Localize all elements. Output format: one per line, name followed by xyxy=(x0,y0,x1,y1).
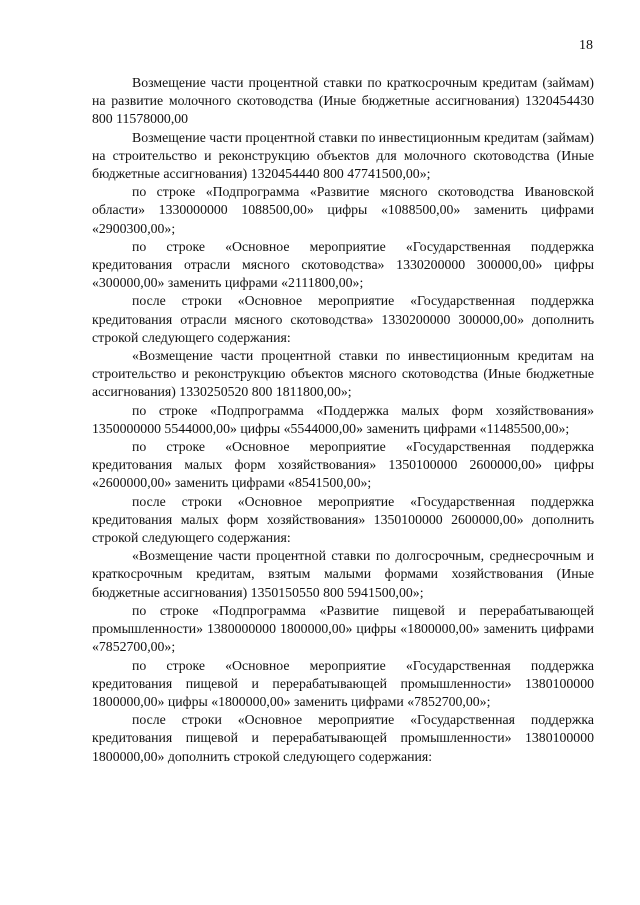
paragraph-7: по строке «Подпрограмма «Поддержка малых форм хозяйствования» 1350000000 5544000,00» цифры «5544000,00» заменить цифрами «11485500,00»; xyxy=(92,402,594,436)
paragraph-13: после строки «Основное мероприятие «Государственная поддержка кредитования пищевой и перерабатывающей промышленности» 1380100000 1800000,00» дополнить строкой следующего содержания: xyxy=(92,712,594,764)
paragraph-6: «Возмещение части процентной ставки по инвестиционным кредитам на строительство и реконструкцию объектов мясного скотоводства (Иные бюджетные ассигнования) 1330250520 800 1811800,00»; xyxy=(92,348,594,400)
paragraph-3: по строке «Подпрограмма «Развитие мясного скотоводства Ивановской области» 1330000000 1088500,00» цифры «1088500,00» заменить цифрами «2900300,00»; xyxy=(92,184,594,236)
paragraph-5: после строки «Основное мероприятие «Государственная поддержка кредитования отрасли мясного скотоводства» 1330200000 300000,00» дополнить строкой следующего содержания: xyxy=(92,293,594,345)
document-body xyxy=(92,74,594,766)
paragraph-12: по строке «Основное мероприятие «Государственная поддержка кредитования пищевой и перерабатывающей промышленности» 1380100000 1800000,00» цифры «1800000,00» заменить цифрами «7852700,00»; xyxy=(92,657,594,709)
paragraph-11: по строке «Подпрограмма «Развитие пищевой и перерабатывающей промышленности» 1380000000 1800000,00» цифры «1800000,00» заменить цифрами «7852700,00»; xyxy=(92,602,594,655)
paragraph-9: после строки «Основное мероприятие «Государственная поддержка кредитования малых форм хозяйствования» 1350100000 2600000,00» дополнить строкой следующего содержания: xyxy=(92,493,594,546)
page-number: 18 xyxy=(579,38,593,53)
paragraph-4: по строке «Основное мероприятие «Государственная поддержка кредитования отрасли мясного скотоводства» 1330200000 300000,00» цифры «300000,00» заменить цифрами «2111800,00»; xyxy=(92,238,594,291)
paragraph-2: Возмещение части процентной ставки по инвестиционным кредитам (займам) на строительство и реконструкцию объектов для молочного скотоводства (Иные бюджетные ассигнования) 1320454440 800 47741500,00»; xyxy=(92,129,594,182)
paragraph-10: «Возмещение части процентной ставки по долгосрочным, среднесрочным и краткосрочным кредитам, взятым малыми формами хозяйствования (Иные бюджетные ассигнования) 1350150550 800 5941500,00»; xyxy=(92,548,594,600)
paragraph-8: по строке «Основное мероприятие «Государственная поддержка кредитования малых форм хозяйствования» 1350100000 2600000,00» цифры «2600000,00» заменить цифрами «8541500,00»; xyxy=(92,439,594,491)
paragraph-1: Возмещение части процентной ставки по краткосрочным кредитам (займам) на развитие молочного скотоводства (Иные бюджетные ассигнования) 1320454430 800 11578000,00 xyxy=(92,75,594,127)
